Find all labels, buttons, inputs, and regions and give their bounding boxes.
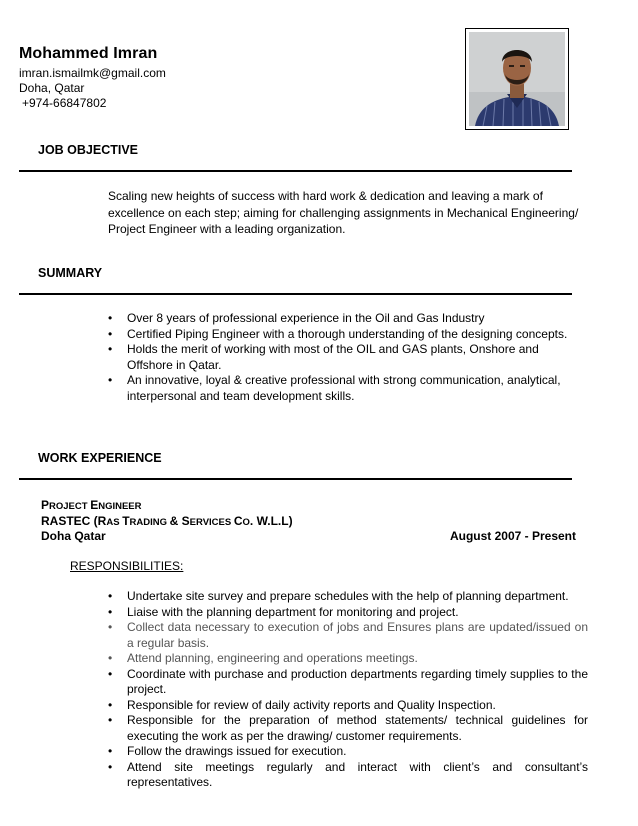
- responsibilities-heading: RESPONSIBILITIES:: [70, 559, 184, 573]
- email-text: imran.ismailmk@gmail.com: [19, 66, 166, 80]
- list-item: • Collect data necessary to execution of jobs and Ensures plans are updated/issued on a regular basis.: [108, 620, 588, 651]
- company-name: RASTEC (RAS TRADING & SERVICES CO. W.L.L): [41, 514, 293, 528]
- list-item: • Over 8 years of professional experience in the Oil and Gas Industry: [108, 311, 586, 327]
- list-item: • An innovative, loyal & creative professional with strong communication, analytical, interpersonal and team development skills.: [108, 373, 586, 404]
- objective-divider: [19, 170, 572, 172]
- list-item: • Responsible for review of daily activity reports and Quality Inspection.: [108, 698, 588, 714]
- profile-photo: [465, 28, 569, 130]
- list-item: • Undertake site survey and prepare schedules with the help of planning department.: [108, 589, 588, 605]
- job-location: Doha Qatar: [41, 529, 106, 543]
- objective-heading: JOB OBJECTIVE: [38, 143, 139, 157]
- list-item: • Responsible for the preparation of method statements/ technical guidelines for executing the work as per the drawing/ customer requirements.: [108, 713, 588, 744]
- list-item: • Attend planning, engineering and operations meetings.: [108, 651, 588, 667]
- location-text: Doha, Qatar: [19, 81, 85, 95]
- list-item: • Follow the drawings issued for execution.: [108, 744, 588, 760]
- responsibilities-list: [108, 589, 588, 791]
- list-item: • Holds the merit of working with most of the OIL and GAS plants, Onshore and Offshore in Qatar.: [108, 342, 586, 373]
- list-item: • Liaise with the planning department for monitoring and project.: [108, 605, 588, 621]
- list-item: • Attend site meetings regularly and interact with client’s and consultant’s representatives.: [108, 760, 588, 791]
- list-item: • Coordinate with purchase and production departments regarding timely supplies to the project.: [108, 667, 588, 698]
- summary-divider: [19, 293, 572, 295]
- candidate-name: Mohammed Imran: [19, 45, 158, 62]
- job-title: PROJECT ENGINEER: [41, 498, 142, 512]
- experience-heading: WORK EXPERIENCE: [38, 451, 162, 465]
- list-item: • Certified Piping Engineer with a thorough understanding of the designing concepts.: [108, 327, 586, 343]
- summary-list: [108, 311, 586, 404]
- job-dates: August 2007 - Present: [449, 529, 576, 543]
- objective-text: Scaling new heights of success with hard work & dedication and leaving a mark of excellence on each step; aiming for challenging assignments in Mechanical Engineering/ Project Engineer with a leading organization.: [108, 189, 579, 236]
- experience-divider: [19, 478, 572, 480]
- summary-heading: SUMMARY: [38, 266, 103, 280]
- person-portrait-icon: [469, 32, 565, 126]
- phone-text: +974-66847802: [22, 96, 107, 110]
